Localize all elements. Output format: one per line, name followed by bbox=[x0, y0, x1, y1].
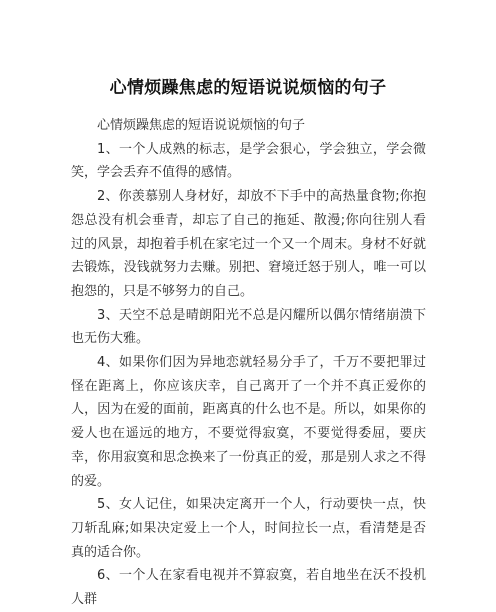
paragraph-intro: 心情烦躁焦虑的短语说说烦恼的句子 bbox=[97, 118, 306, 133]
paragraph-1: 1、一个人成熟的标志，是学会狠心，学会独立，学会微笑，学会丢弃不值得的感情。 bbox=[71, 141, 426, 181]
document-title: 心情烦躁焦虑的短语说说烦恼的句子 bbox=[109, 78, 387, 98]
paragraph-6: 6、一个人在家看电视并不算寂寞，若自地坐在沃不投机人群 bbox=[71, 568, 426, 608]
paragraph-4: 4、如果你们因为异地恋就轻易分手了，千万不要把罪过怪在距离上，你应该庆幸，自己离开了一个并不真正爱你的人，因为在爱的面前，距离真的什么也不是。所以，如果你的爱人也在遥远的地方，不要觉得寂寞，不要觉得委屈，要庆幸，你用寂寞和思念换来了一份真正的爱，那是别人求之不得的爱。 bbox=[71, 355, 426, 489]
paragraph-2: 2、你羡慕别人身材好，却放不下手中的高热量食物;你抱怨总没有机会垂青，却忘了自己的拖延、散漫;你向往别人看过的风景，却抱着手机在家宅过一个又一个周末。身材不好就去锻炼，没钱就努力去赚。别把、窘境迁怒于别人，唯一可以抱怨的，只是不够努力的自己。 bbox=[71, 189, 426, 299]
paragraph-5: 5、女人记住，如果决定离开一个人，行动要快一点，快刀斩乱麻;如果决定爱上一个人，时间拉长一点，看清楚是否真的适合你。 bbox=[71, 497, 426, 560]
document-body bbox=[71, 114, 426, 612]
paragraph-3: 3、天空不总是晴朗阳光不总是闪耀所以偶尔情绪崩溃下也无伤大雅。 bbox=[71, 307, 426, 347]
